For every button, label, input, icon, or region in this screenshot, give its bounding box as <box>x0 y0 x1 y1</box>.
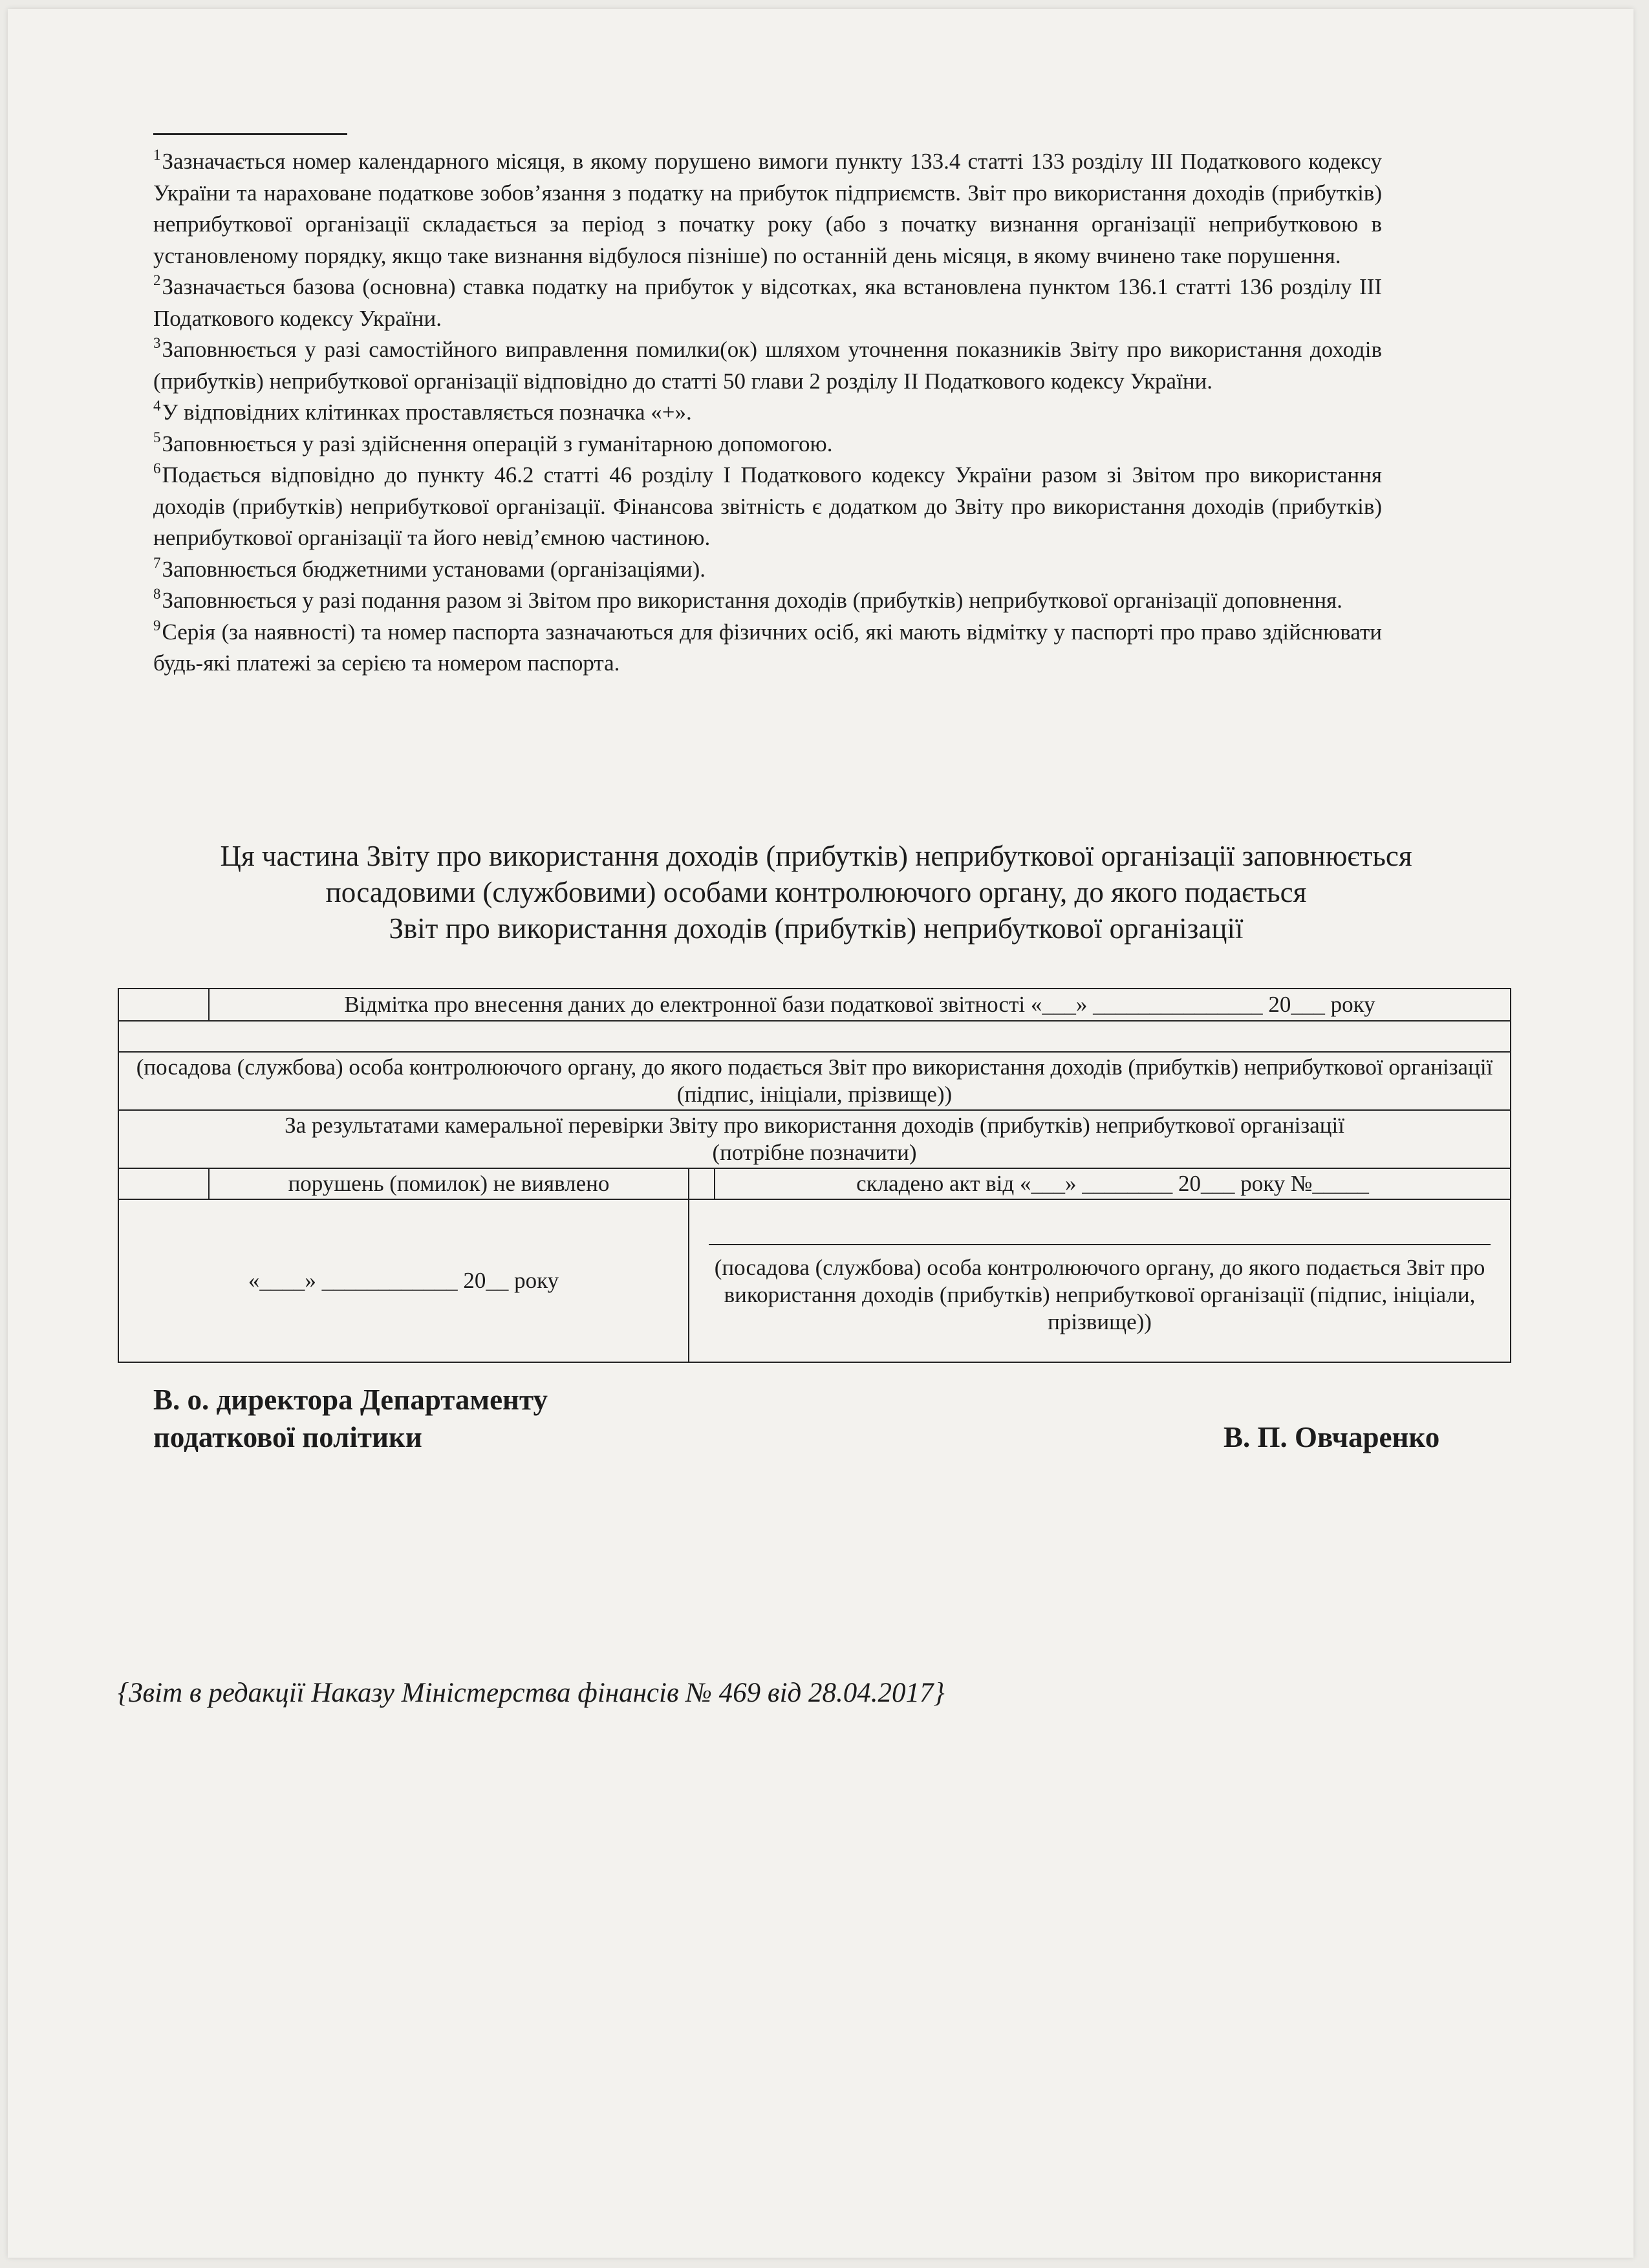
footnote-text: Заповнюється у разі здійснення операцій з гуманітарною допомогою. <box>162 431 833 456</box>
signature-line <box>709 1244 1491 1245</box>
footnote-6 <box>153 460 1382 554</box>
footnote-8 <box>153 585 1382 617</box>
database-mark-row: Відмітка про внесення даних до електронної бази податкової звітності «___» _______________ 20___ року <box>209 989 1511 1021</box>
act-drawn-label: складено акт від «___» ________ 20___ року №_____ <box>715 1168 1511 1199</box>
date-blank: «____» ____________ 20__ року <box>248 1268 559 1293</box>
act-checkbox[interactable] <box>689 1168 715 1199</box>
official-caption: (посадова (службова) особа контролюючого органу, до якого подається Звіт про використання доходів (прибутків) неприбуткової організації (підпис, ініціали, прізвище)) <box>118 1052 1511 1110</box>
footnote-7 <box>153 554 1382 586</box>
footnote-text: Заповнюється бюджетними установами (організаціями). <box>162 556 706 582</box>
position-line: податкової політики <box>153 1421 422 1453</box>
signature-blank-row[interactable] <box>118 1021 1511 1052</box>
footnote-text: Зазначається базова (основна) ставка податку на прибуток у відсотках, яка встановлена пунктом 136.1 статті 136 розділу ІІІ Податкового кодексу України. <box>153 274 1382 331</box>
footnote-number: 4 <box>153 398 161 414</box>
no-violations-label: порушень (помилок) не виявлено <box>209 1168 689 1199</box>
footnotes <box>153 146 1382 679</box>
footnote-text: Серія (за наявності) та номер паспорта зазначаються для фізичних осіб, які мають відмітку у паспорті про право здійснювати будь-які платежі за серією та номером паспорта. <box>153 619 1382 676</box>
position-line: В. о. директора Департаменту <box>153 1384 548 1416</box>
footnote-number: 6 <box>153 460 161 476</box>
footnote-3 <box>153 334 1382 397</box>
footnote-5 <box>153 429 1382 460</box>
heading-line: Звіт про використання доходів (прибутків) неприбуткової організації <box>389 912 1244 945</box>
no-violations-checkbox[interactable] <box>118 1168 209 1199</box>
footnote-separator <box>153 133 347 135</box>
section-heading <box>111 838 1521 947</box>
signatory-name: В. П. Овчаренко <box>1223 1421 1440 1453</box>
signatory-position <box>153 1381 548 1456</box>
footnote-number: 8 <box>153 586 161 602</box>
desk-audit-text: За результатами камеральної перевірки Звіту про використання доходів (прибутків) неприбуткової організації <box>285 1113 1344 1138</box>
footnote-number: 7 <box>153 554 161 571</box>
footnote-text: У відповідних клітинках проставляється позначка «+». <box>162 400 692 425</box>
footnote-number: 1 <box>153 147 161 163</box>
footnote-number: 3 <box>153 335 161 351</box>
edition-note: {Звіт в редакції Наказу Міністерства фінансів № 469 від 28.04.2017} <box>118 1678 945 1708</box>
mark-checkbox[interactable] <box>118 989 209 1021</box>
footnote-text: Подається відповідно до пункту 46.2 статті 46 розділу І Податкового кодексу України разом зі Звітом про використання доходів (прибутків) неприбуткової організації. Фінансова звітність є додатком до Звіту про використання доходів (прибутків) неприбуткової організації та його невід’ємною частиною. <box>153 462 1382 550</box>
footnote-number: 5 <box>153 429 161 445</box>
footnote-number: 9 <box>153 617 161 634</box>
heading-line: Ця частина Звіту про використання доходів (прибутків) неприбуткової організації заповнюється <box>220 840 1412 872</box>
footnote-text: Заповнюється у разі подання разом зі Звітом про використання доходів (прибутків) неприбуткової організації доповнення. <box>162 588 1342 613</box>
footnote-text: Зазначається номер календарного місяця, в якому порушено вимоги пункту 133.4 статті 133 розділу ІІІ Податкового кодексу України та нараховане податкове зобов’язання з податку на прибуток підприємств. Звіт про використання доходів (прибутків) неприбуткової організації складається за період з початку року (або з початку визнання організації неприбутковою в установленому порядку, якщо таке визнання відбулося пізніше) по останній день місяця, в якому вчинено таке порушення. <box>153 149 1382 268</box>
control-table <box>118 988 1511 1363</box>
footnote-1 <box>153 146 1382 272</box>
date-field[interactable] <box>118 1199 689 1362</box>
mark-instruction: (потрібне позначити) <box>712 1140 917 1165</box>
signature-field[interactable] <box>689 1199 1511 1362</box>
footnote-number: 2 <box>153 272 161 288</box>
footnote-2 <box>153 272 1382 334</box>
document-page <box>8 9 1633 2258</box>
official-caption-right: (посадова (службова) особа контролюючого органу, до якого подається Звіт про використання доходів (прибутків) неприбуткової організації (підпис, ініціали, прізвище)) <box>714 1255 1485 1334</box>
footnote-4 <box>153 397 1382 429</box>
heading-line: посадовими (службовими) особами контролюючого органу, до якого подається <box>325 876 1307 908</box>
footnote-9 <box>153 617 1382 679</box>
desk-audit-caption <box>118 1110 1511 1168</box>
footnote-text: Заповнюється у разі самостійного виправлення помилки(ок) шляхом уточнення показників Звіту про використання доходів (прибутків) неприбуткової організації відповідно до статті 50 глави 2 розділу ІІ Податкового кодексу України. <box>153 337 1382 394</box>
